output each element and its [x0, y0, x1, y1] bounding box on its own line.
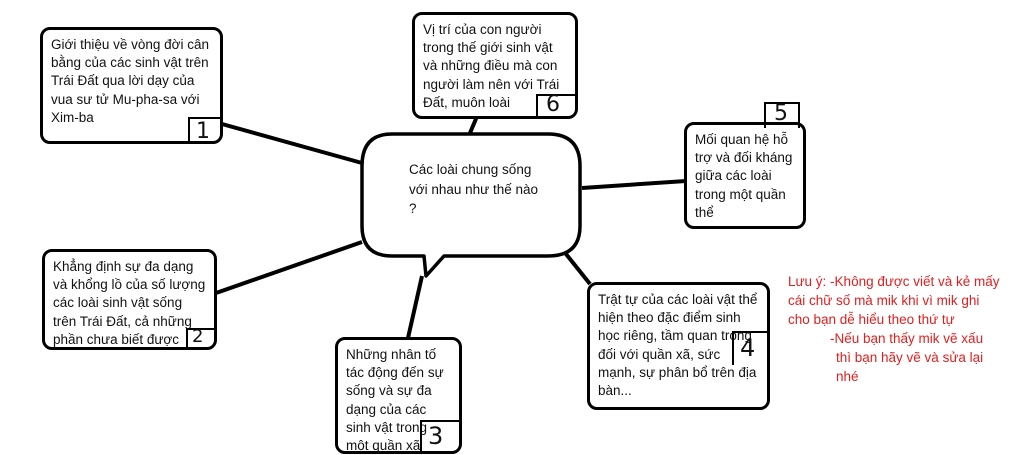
connector-1: [222, 124, 362, 163]
node-text-1: Giới thiệu về vòng đời cân bằng của các sinh vật trên Trái Đất qua lời dạy của vua sư tử Mu-pha-sa với Xim-ba: [51, 37, 210, 125]
note-line-3: cho bạn dễ hiểu theo thứ tự: [788, 312, 955, 327]
connector-5: [582, 181, 686, 188]
note-line-1: Lưu ý: -Không được viết và kẻ mấy: [788, 274, 1000, 289]
connector-2: [216, 242, 362, 293]
node-box-5: [684, 122, 806, 229]
node-text-3: Những nhân tố tác động đến sự sống và sự đa dạng của các sinh vật trong một quần xã: [346, 347, 444, 454]
node-number-3: 3: [428, 422, 444, 450]
node-number-6: 6: [546, 92, 560, 117]
note-line-6: nhé: [836, 369, 859, 384]
node-text-2: Khẳng định sự đa dạng và khổng lồ của số lượng các loài sinh vật sống trên Trái Đất, cả những phần chưa biết được: [53, 259, 206, 347]
node-text-6: Vị trí của con người trong thế giới sinh vật và những điều mà con người làm nên với Trái Đất, muôn loài: [423, 22, 560, 110]
node-number-1: 1: [196, 119, 210, 144]
note-line-5: thì bạn hãy vẽ và sửa lại: [836, 350, 984, 365]
node-number-4: 4: [740, 334, 756, 362]
node-text-4: Trật tự của các loài vật thể hiện theo đặc điểm sinh học riêng, tầm quan trọng đối với quần xã, sức mạnh, sự phân bổ trên địa bàn...: [598, 292, 758, 399]
connector-4: [566, 254, 590, 284]
note-line-2: cái chữ số mà mik khi vì mik ghi: [788, 293, 980, 308]
note-line-4: -Nếu bạn thấy mik vẽ xấu: [830, 331, 984, 346]
node-number-2: 2: [192, 326, 204, 347]
node-text-5: Mối quan hệ hỗ trợ và đối kháng giữa các loài trong một quần thể: [695, 132, 793, 220]
center-topic: Các loài chung sống với nhau như thế nào ?: [409, 162, 538, 217]
node-number-5: 5: [774, 101, 788, 126]
connector-3: [408, 276, 422, 338]
